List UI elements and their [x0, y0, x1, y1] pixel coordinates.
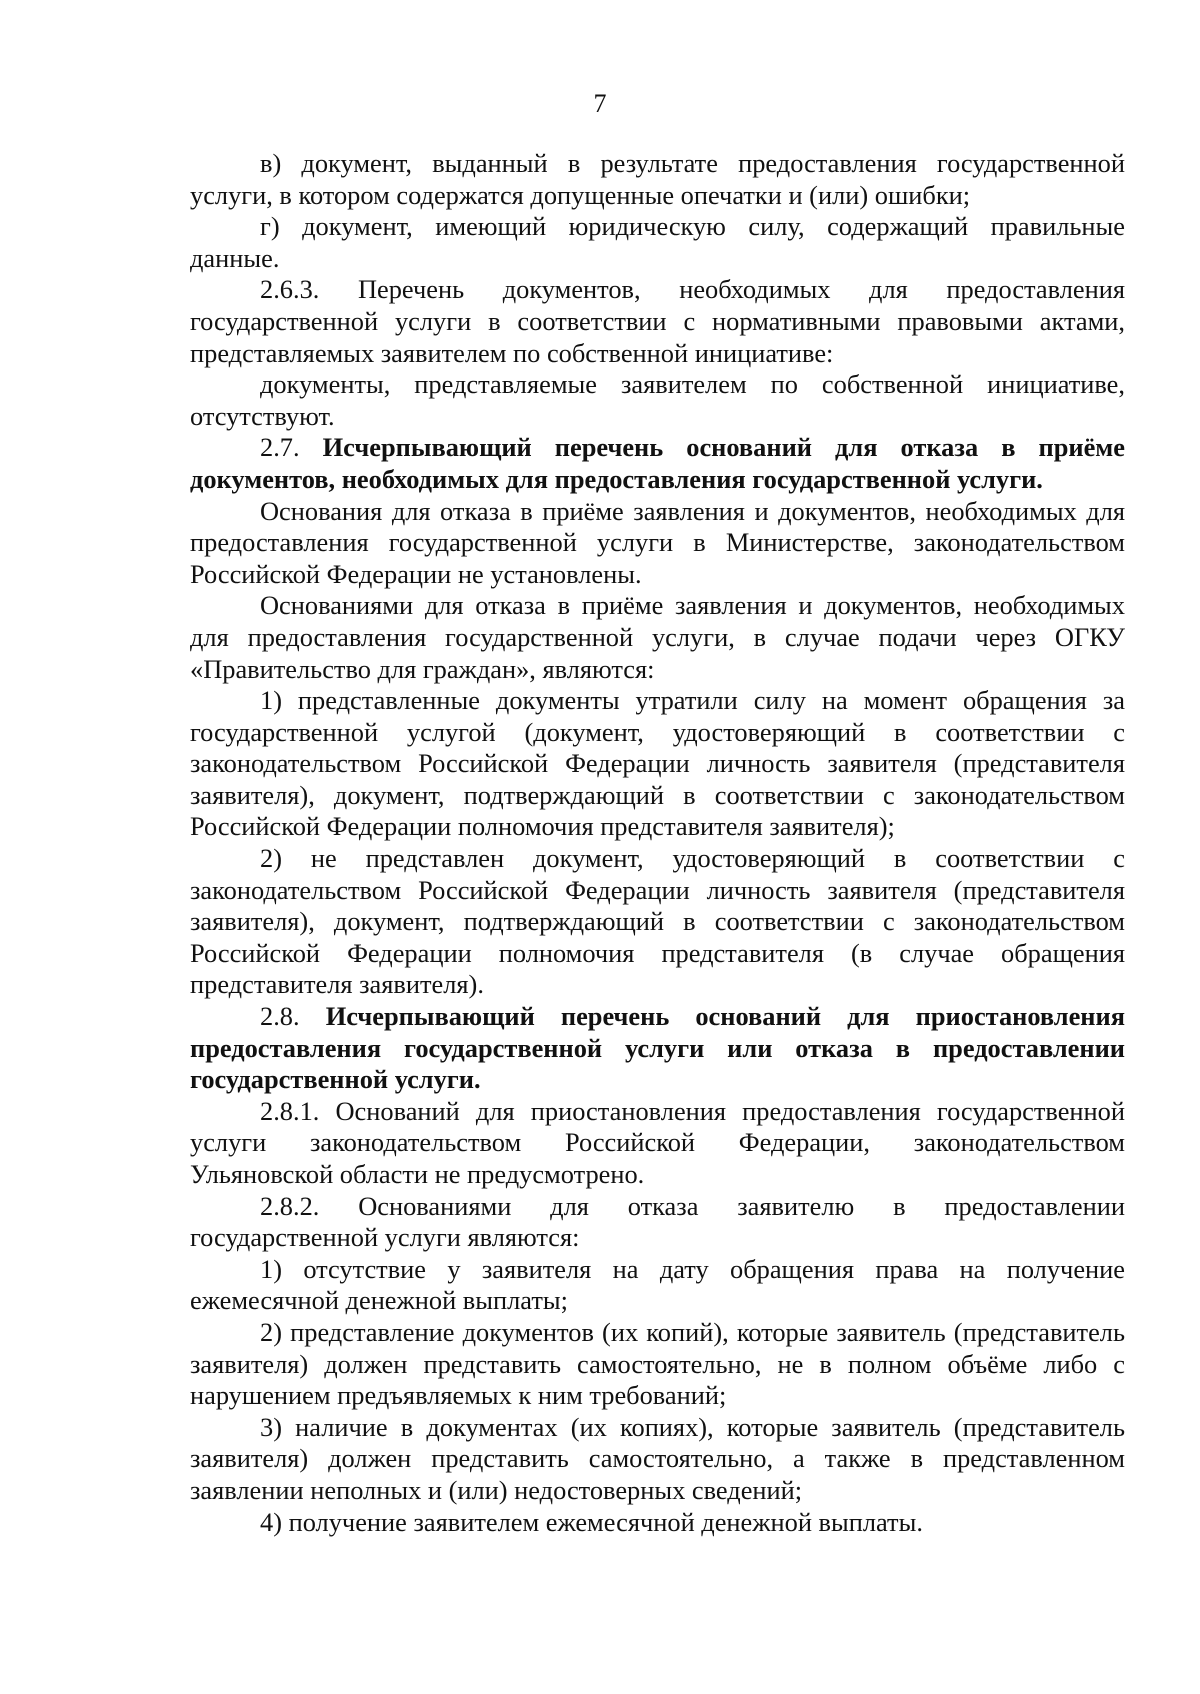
list-item: 2) не представлен документ, удостоверяющий в соответствии с законодательством Российской Федерации личность заявителя (представителя заявителя), документ, подтверждающий в соответствии с законодательством Российской Федерации полномочия представителя (в случае обращения представителя заявителя). [190, 843, 1125, 1000]
page-number: 7 [593, 89, 607, 118]
section-heading-2-7 [190, 432, 1125, 495]
list-item: 1) представленные документы утратили силу на момент обращения за государственной услугой (документ, удостоверяющий в соответствии с законодательством Российской Федерации личность заявителя (представителя заявителя), документ, подтверждающий в соответствии с законодательством Российской Федерации полномочия представителя заявителя); [190, 685, 1125, 842]
paragraph-2-6-3: 2.6.3. Перечень документов, необходимых для предоставления государственной услуги в соответствии с нормативными правовыми актами, представляемых заявителем по собственной инициативе: [190, 274, 1125, 368]
section-title: Исчерпывающий перечень оснований для отказа в приёме документов, необходимых для предоставления государственной услуги. [190, 432, 1125, 494]
list-item: 2) представление документов (их копий), которые заявитель (представитель заявителя) должен представить самостоятельно, не в полном объёме либо с нарушением предъявляемых к ним требований; [190, 1316, 1125, 1411]
paragraph-item-v: в) документ, выданный в результате предоставления государственной услуги, в котором содержатся допущенные опечатки и (или) ошибки; [190, 148, 1125, 210]
list-item: 1) отсутствие у заявителя на дату обращения права на получение ежемесячной денежной выплаты; [190, 1253, 1125, 1316]
paragraph-refusal-ministry: Основания для отказа в приёме заявления и документов, необходимых для предоставления государственной услуги в Министерстве, законодательством Российской Федерации не установлены. [190, 495, 1125, 589]
document-body [190, 148, 1125, 1538]
section-number: 2.8. [260, 1001, 300, 1032]
section-heading-2-8 [190, 1001, 1125, 1096]
paragraph-2-8-1: 2.8.1. Оснований для приостановления предоставления государственной услуги законодательством Российской Федерации, законодательством Ульяновской области не предусмотрено. [190, 1095, 1125, 1189]
paragraph-refusal-ogku: Основаниями для отказа в приёме заявления и документов, необходимых для предоставления государственной услуги, в случае подачи через ОГКУ «Правительство для граждан», являются: [190, 590, 1125, 684]
section-title: Исчерпывающий перечень оснований для приостановления предоставления государственной услуги или отказа в предоставлении государственной услуги. [190, 1001, 1125, 1095]
paragraph-item-g: г) документ, имеющий юридическую силу, содержащий правильные данные. [190, 211, 1125, 273]
paragraph-documents-absent: документы, представляемые заявителем по собственной инициативе, отсутствуют. [190, 369, 1125, 431]
section-number: 2.7. [260, 432, 300, 463]
list-item: 3) наличие в документах (их копиях), которые заявитель (представитель заявителя) должен представить самостоятельно, а также в представленном заявлении неполных и (или) недостоверных сведений; [190, 1411, 1125, 1505]
paragraph-2-8-2: 2.8.2. Основаниями для отказа заявителю в предоставлении государственной услуги являются: [190, 1190, 1125, 1253]
list-item: 4) получение заявителем ежемесячной денежной выплаты. [260, 1506, 923, 1537]
